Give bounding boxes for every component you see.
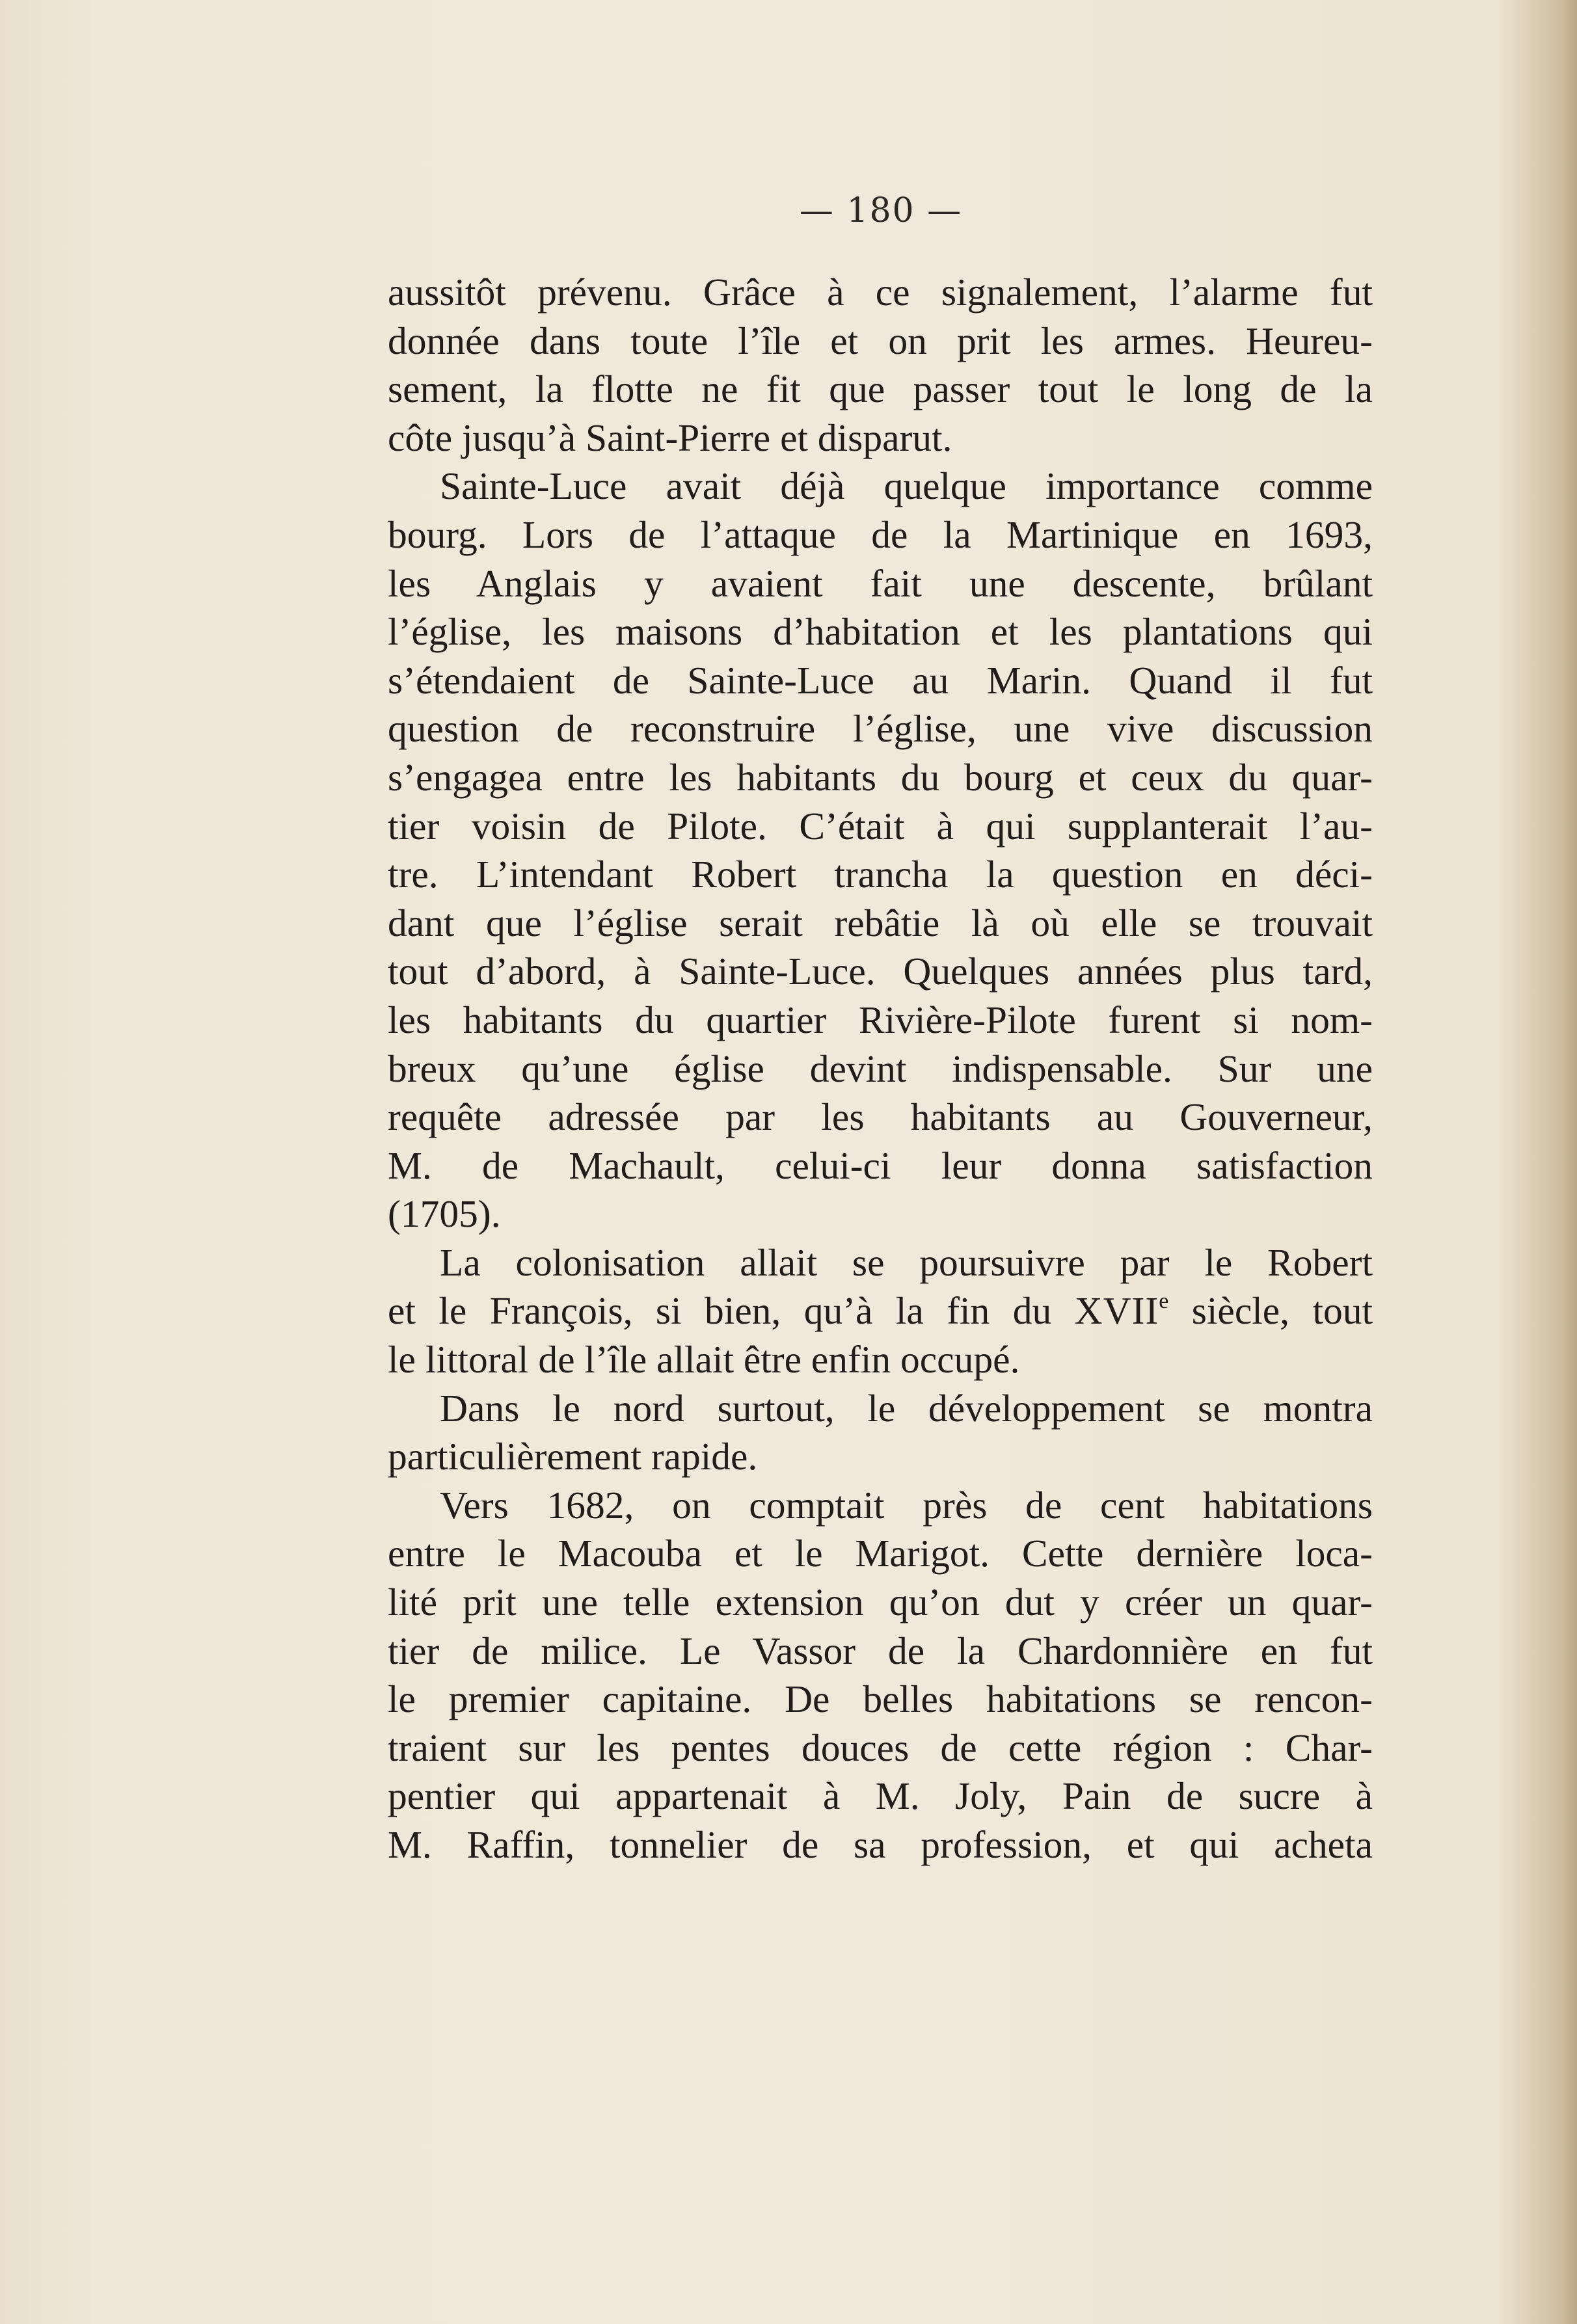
text-line: particulièrement rapide. [388, 1435, 758, 1478]
text-line: La colonisation allait se poursuivre par le Robert [440, 1240, 1373, 1284]
text-line: sement, la flotte ne fit que passer tout le long de la [388, 367, 1373, 411]
text-line: l’église, les maisons d’habitation et les plantations qui [388, 610, 1373, 654]
text-segment: siècle, tout [1191, 1289, 1373, 1333]
text-line: (1705). [388, 1192, 501, 1236]
text-line: les Anglais y avaient fait une descente, brûlant [388, 561, 1373, 605]
text-line: le premier capitaine. De belles habitations se rencon- [388, 1677, 1373, 1721]
century-superscript: e [1159, 1289, 1169, 1314]
text-line: requête adressée par les habitants au Gouverneur, [388, 1095, 1373, 1139]
text-line: le littoral de l’île allait être enfin occupé. [388, 1338, 1020, 1382]
text-line: M. de Machault, celui-ci leur donna satisfaction [388, 1143, 1373, 1187]
text-line: question de reconstruire l’église, une vive discussion [388, 707, 1373, 751]
text-line: entre le Macouba et le Marigot. Cette dernière loca- [388, 1532, 1373, 1575]
page-number: — 180 — [799, 191, 963, 230]
text-line: tout d’abord, à Sainte-Luce. Quelques années plus tard, [388, 950, 1373, 993]
text-line-with-century [388, 1287, 1373, 1335]
text-line: donnée dans toute l’île et on prit les armes. Heureu- [388, 319, 1373, 362]
text-line: Dans le nord surtout, le développement se montra [440, 1386, 1373, 1430]
text-line: M. Raffin, tonnelier de sa profession, et qui acheta [388, 1823, 1373, 1866]
text-line: tier de milice. Le Vassor de la Chardonnière en fut [388, 1629, 1373, 1672]
body-text [388, 268, 1373, 1869]
text-line: tre. L’intendant Robert trancha la question en déci- [388, 853, 1373, 896]
text-line: dant que l’église serait rebâtie là où elle se trouvait [388, 901, 1373, 944]
text-line: les habitants du quartier Rivière-Pilote furent si nom- [388, 998, 1373, 1041]
text-line: côte jusqu’à Saint-Pierre et disparut. [388, 416, 952, 459]
text-line: bourg. Lors de l’attaque de la Martinique en 1693, [388, 513, 1373, 556]
text-line: traient sur les pentes douces de cette région : Char- [388, 1726, 1373, 1769]
text-segment: et le François, si bien, qu’à la fin du [388, 1289, 1052, 1333]
text-line: pentier qui appartenait à M. Joly, Pain de sucre à [388, 1774, 1373, 1818]
text-line: Sainte-Luce avait déjà quelque importance comme [440, 464, 1373, 508]
text-line: lité prit une telle extension qu’on dut y créer un quar- [388, 1581, 1373, 1624]
text-line: Vers 1682, on comptait près de cent habitations [440, 1483, 1373, 1527]
text-line: aussitôt prévenu. Grâce à ce signalement, l’alarme fut [388, 271, 1373, 314]
text-line: tier voisin de Pilote. C’était à qui supplanterait l’au- [388, 804, 1373, 848]
century-numeral: XVII [1074, 1289, 1159, 1333]
text-line: s’engagea entre les habitants du bourg et ceux du quar- [388, 755, 1373, 799]
text-line: breux qu’une église devint indispensable. Sur une [388, 1047, 1373, 1090]
text-line: s’étendaient de Sainte-Luce au Marin. Quand il fut [388, 658, 1373, 702]
